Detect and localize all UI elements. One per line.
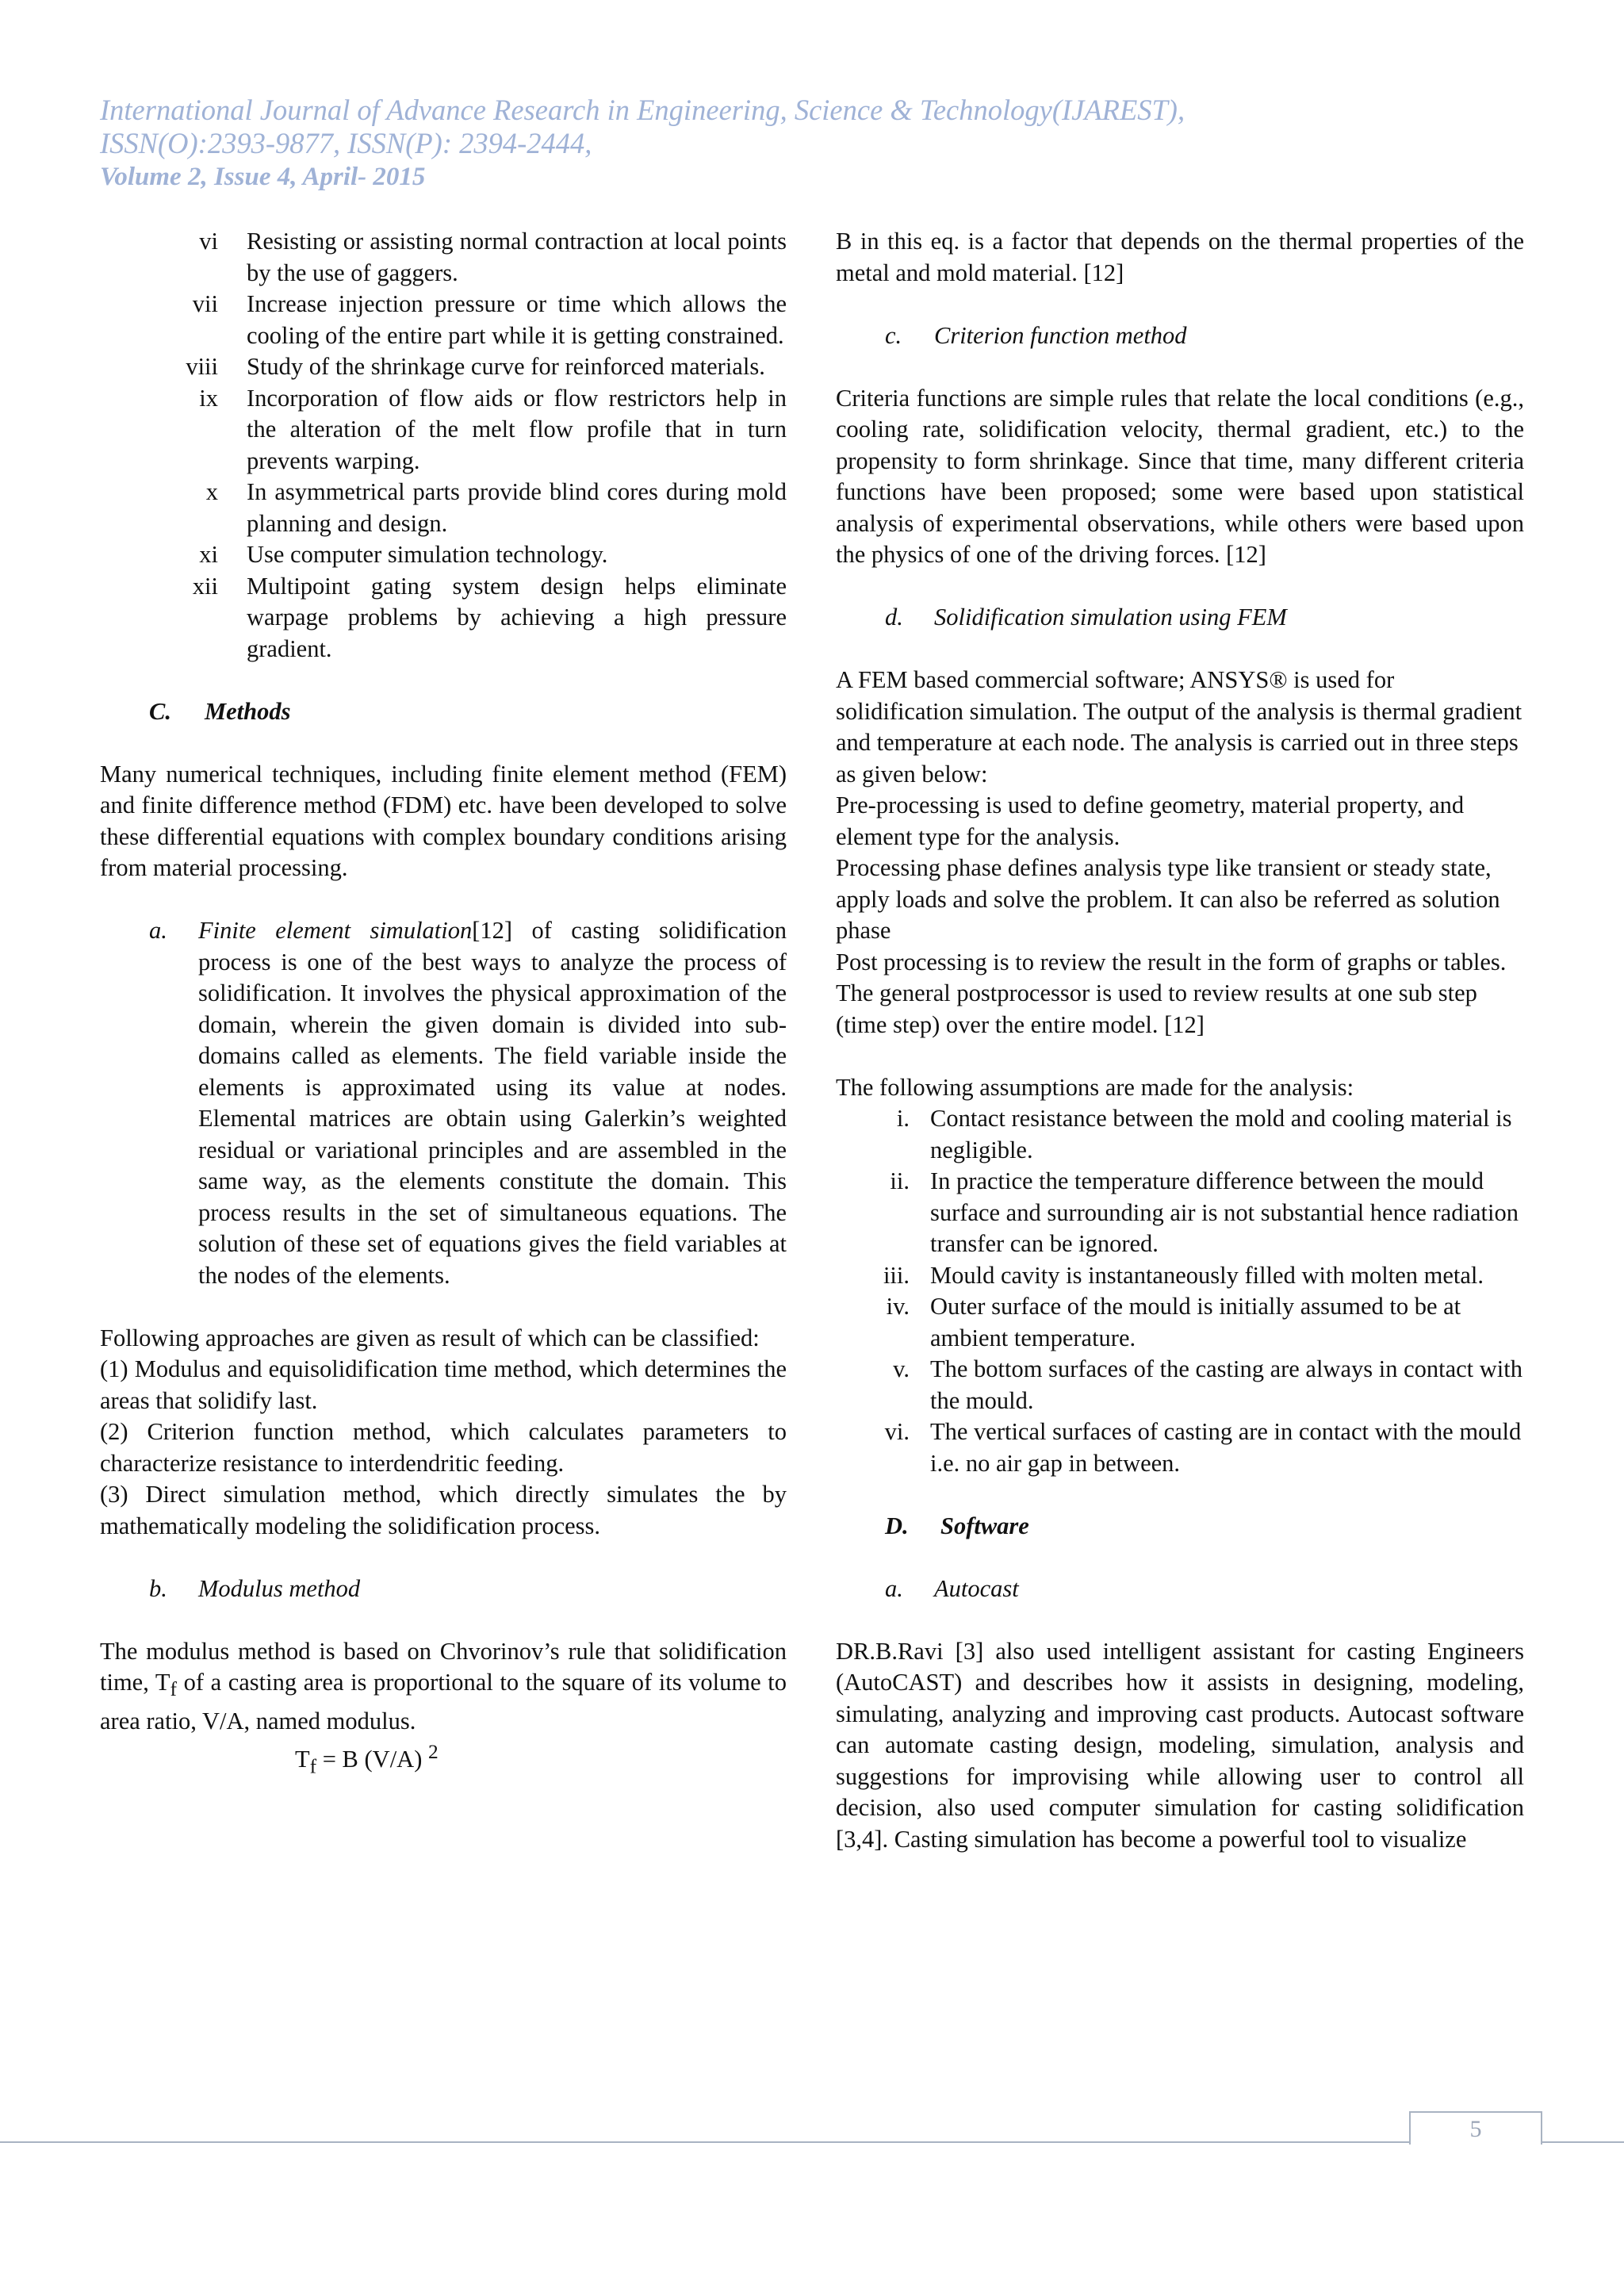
list-item: vii Increase injection pressure or time which allows the cooling of the entire part while it is getting constrained. [192,290,787,349]
journal-issn: ISSN(O):2393-9877, ISSN(P): 2394-2444, [100,127,592,159]
modulus-paragraph: The modulus method is based on Chvorinov’s rule that solidification time, $T_f$ of a casting area is proportional to the square of its volume to area ratio, V/A, named modulus. [100,1637,787,1734]
autocast-paragraph: DR.B.Ravi [3] also used intelligent assistant for casting Engineers (AutoCAST) and describes how it assists in designing, modeling, simulating, analyzing and improving cast products. Autocast software can automate casting design, modeling, simulation, analysis and suggestions for improvising while allowing user to control all decision, also used computer simulation for casting solidification [3,4]. Casting simulation has become a powerful tool to visualize [836,1637,1524,1853]
approach-2: (2) Criterion function method, which calculates parameters to characterize resistance to interdendritic feeding. [100,1418,787,1477]
section-heading-methods: C. Methods [149,697,291,725]
list-item: x In asymmetrical parts provide blind cores during mold planning and design. [205,478,787,537]
list-item: vi Resisting or assisting normal contraction at local points by the use of gaggers. [199,228,787,286]
fem-paragraph: A FEM based commercial software; ANSYS® is used for solidification simulation. The output of the analysis is thermal gradient and temperature at each node. The analysis is carried out in three steps as given below: [836,666,1522,788]
methods-paragraph: Many numerical techniques, including finite element method (FEM) and finite difference method (FDM) etc. have been developed to solve these differential equations with complex boundary conditions arising from material processing. [100,760,787,881]
approach-3: (3) Direct simulation method, which directly simulates the by mathematically modeling the solidification process. [100,1481,787,1539]
list-item: v. The bottom surfaces of the casting are always in contact with the mould. [893,1355,1522,1414]
list-item: vi. The vertical surfaces of casting are in contact with the mould i.e. no air gap in between. [884,1418,1522,1477]
list-item: xii Multipoint gating system design helps eliminate warpage problems by achieving a high pressure gradient. [192,572,787,662]
assumptions-intro: The following assumptions are made for the analysis: [836,1073,1354,1101]
subsection-autocast: a. Autocast [885,1574,1019,1602]
approaches-intro: Following approaches are given as result of which can be classified: [100,1324,760,1351]
journal-header [100,94,1448,194]
page-number: 5 [1409,2111,1542,2145]
left-column [100,226,787,1783]
right-column [836,226,1524,1855]
approach-1: (1) Modulus and equisolidification time method, which determines the areas that solidify last. [100,1355,787,1414]
journal-volume: Volume 2, Issue 4, April- 2015 [100,163,426,191]
list-item: iii. Mould cavity is instantaneously filled with molten metal. [883,1261,1484,1289]
list-item: xi Use computer simulation technology. [199,541,608,568]
list-item: i. Contact resistance between the mold and cooling material is negligible. [896,1105,1512,1163]
criteria-paragraph: Criteria functions are simple rules that relate the local conditions (e.g., cooling rate, solidification velocity, thermal gradient, etc.) to the propensity to form shrinkage. Since that time, many different criteria functions have been proposed; some were based upon statistical analysis of experimental observations, while others were based upon the physics of one of the driving forces. [12] [836,384,1524,568]
b-factor-paragraph: B in this eq. is a factor that depends on the thermal properties of the metal and mold material. [12] [836,228,1524,286]
subsection-criterion-function: c. Criterion function method [885,321,1187,349]
list-item: ii. In practice the temperature difference between the mould surface and surrounding air is not substantial hence radiation transfer can be ignored. [890,1167,1519,1257]
list-item: viii Study of the shrinkage curve for reinforced materials. [186,353,765,380]
preprocessing-paragraph: Pre-processing is used to define geometry, material property, and element type for the analysis. [836,792,1465,850]
postprocessing-paragraph: Post processing is to review the result in the form of graphs or tables. The general postprocessor is used to review results at one sub step (time step) over the entire model. [12] [836,948,1507,1038]
section-heading-software: D. Software [885,1512,1029,1539]
subsection-fem-simulation: d. Solidification simulation using FEM [885,604,1287,631]
processing-paragraph: Processing phase defines analysis type like transient or steady state, apply loads and solve the problem. It can also be referred as solution phase [836,854,1500,944]
chvorinov-formula: $T_f = B$ (V/A) $^2$ [295,1741,439,1778]
list-item: iv. Outer surface of the mould is initially assumed to be at ambient temperature. [886,1293,1461,1351]
finite-element-item: a. Finite element simulation[12] of casting solidification process is one of the best ways to analyze the process of solidification. It involves the physical approximation of the domain, wherein the given domain is divided into sub-domains called as elements. The field variable inside the elements is approximated using its value at nodes. Elemental matrices are obtain using Galerkin’s weighted residual or variational principles and are assembled in the same way, as the elements constitute the domain. This process results in the set of simultaneous equations. The solution of these set of equations gives the field variables at the nodes of the elements. [149,917,787,1289]
list-item: ix Incorporation of flow aids or flow restrictors help in the alteration of the melt flow profile that in turn prevents warping. [199,384,787,474]
footer-divider [0,2141,1624,2143]
subsection-modulus-method: b. Modulus method [149,1574,361,1602]
journal-title: International Journal of Advance Research in Engineering, Science & Technology(IJAREST), [100,94,1185,126]
